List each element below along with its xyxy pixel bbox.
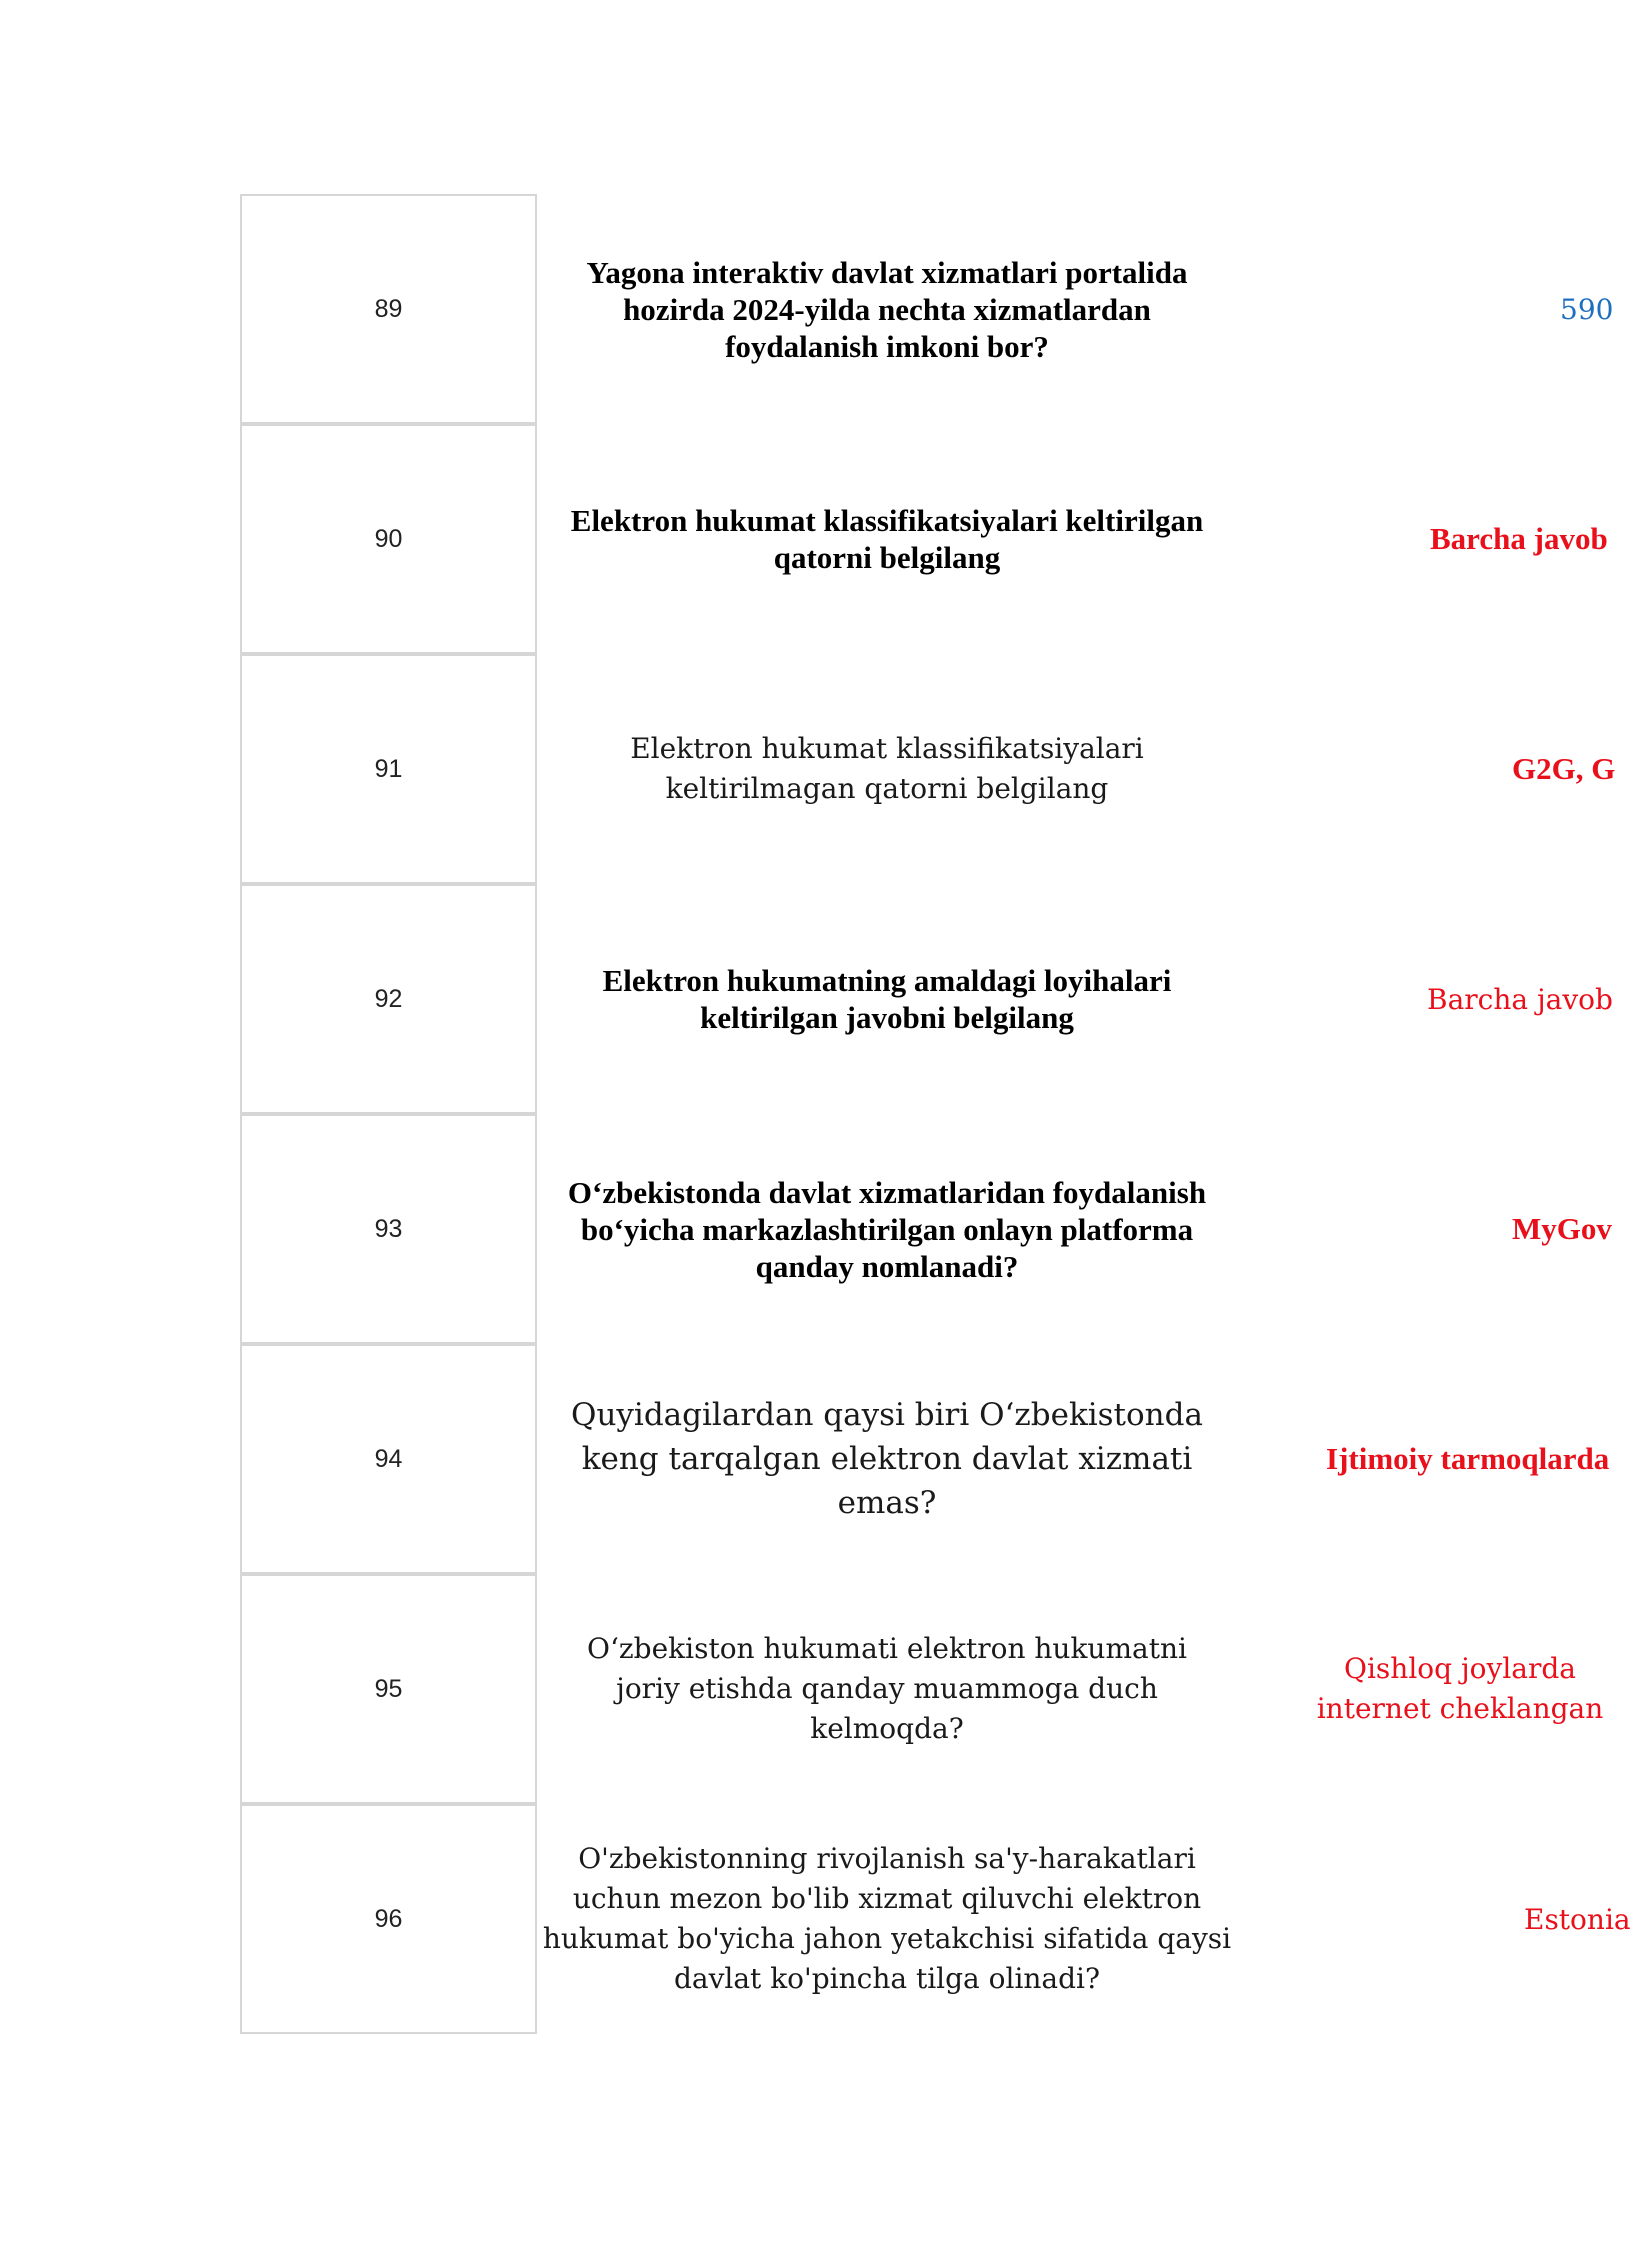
row-number: 95 [240, 1574, 537, 1804]
question-text: O‘zbekiston hukumati elektron hukumatni joriy etishda qanday muammoga duch kelmoqda? [587, 1632, 1187, 1745]
answer-text: Estonia [1524, 1902, 1631, 1936]
table-row [240, 654, 1616, 884]
table-row [240, 884, 1613, 1114]
answer-text: Ijtimoiy tarmoqlarda [1326, 1441, 1610, 1476]
answer-text: 590 [1560, 292, 1614, 326]
table-row [240, 424, 1608, 654]
row-number: 93 [240, 1114, 537, 1344]
answer-text: Qishloq joylarda internet cheklangan [1316, 1652, 1604, 1725]
row-number: 91 [240, 654, 537, 884]
question-text: Elektron hukumat klassifikatsiyalari keltirilmagan qatorni belgilang [630, 732, 1144, 805]
table-row [240, 1804, 1631, 2034]
question-text: Elektron hukumatning amaldagi loyihalari keltirilgan javobni belgilang [602, 963, 1172, 1035]
table-row [240, 1574, 1604, 1804]
table-row [240, 1114, 1612, 1344]
row-number: 96 [240, 1804, 537, 2034]
row-number: 92 [240, 884, 537, 1114]
answer-text: Barcha javob [1427, 982, 1613, 1016]
question-text: Quyidagilardan qaysi biri O‘zbekistonda keng tarqalgan elektron davlat xizmati emas? [571, 1397, 1203, 1521]
row-number: 90 [240, 424, 537, 654]
answer-text: Barcha javob [1430, 521, 1608, 556]
question-text: Yagona interaktiv davlat xizmatlari portalida hozirda 2024-yilda nechta xizmatlardan foydalanish imkoni bor? [586, 254, 1188, 364]
row-number: 94 [240, 1344, 537, 1574]
question-text: Elektron hukumat klassifikatsiyalari keltirilgan qatorni belgilang [570, 503, 1204, 575]
row-number: 89 [240, 194, 537, 424]
question-text: O'zbekistonning rivojlanish sa'y-harakatlari uchun mezon bo'lib xizmat qiluvchi elektron hukumat bo'yicha jahon yetakchisi sifatida qaysi davlat ko'pincha tilga olinadi? [542, 1842, 1232, 1995]
table-row [240, 1344, 1610, 1574]
answer-text: G2G, G [1512, 751, 1616, 786]
answer-text: MyGov [1512, 1211, 1612, 1246]
table-row [240, 194, 1614, 424]
question-text: O‘zbekistonda davlat xizmatlaridan foydalanish bo‘yicha markazlashtirilgan onlayn platforma qanday nomlanadi? [567, 1174, 1207, 1284]
